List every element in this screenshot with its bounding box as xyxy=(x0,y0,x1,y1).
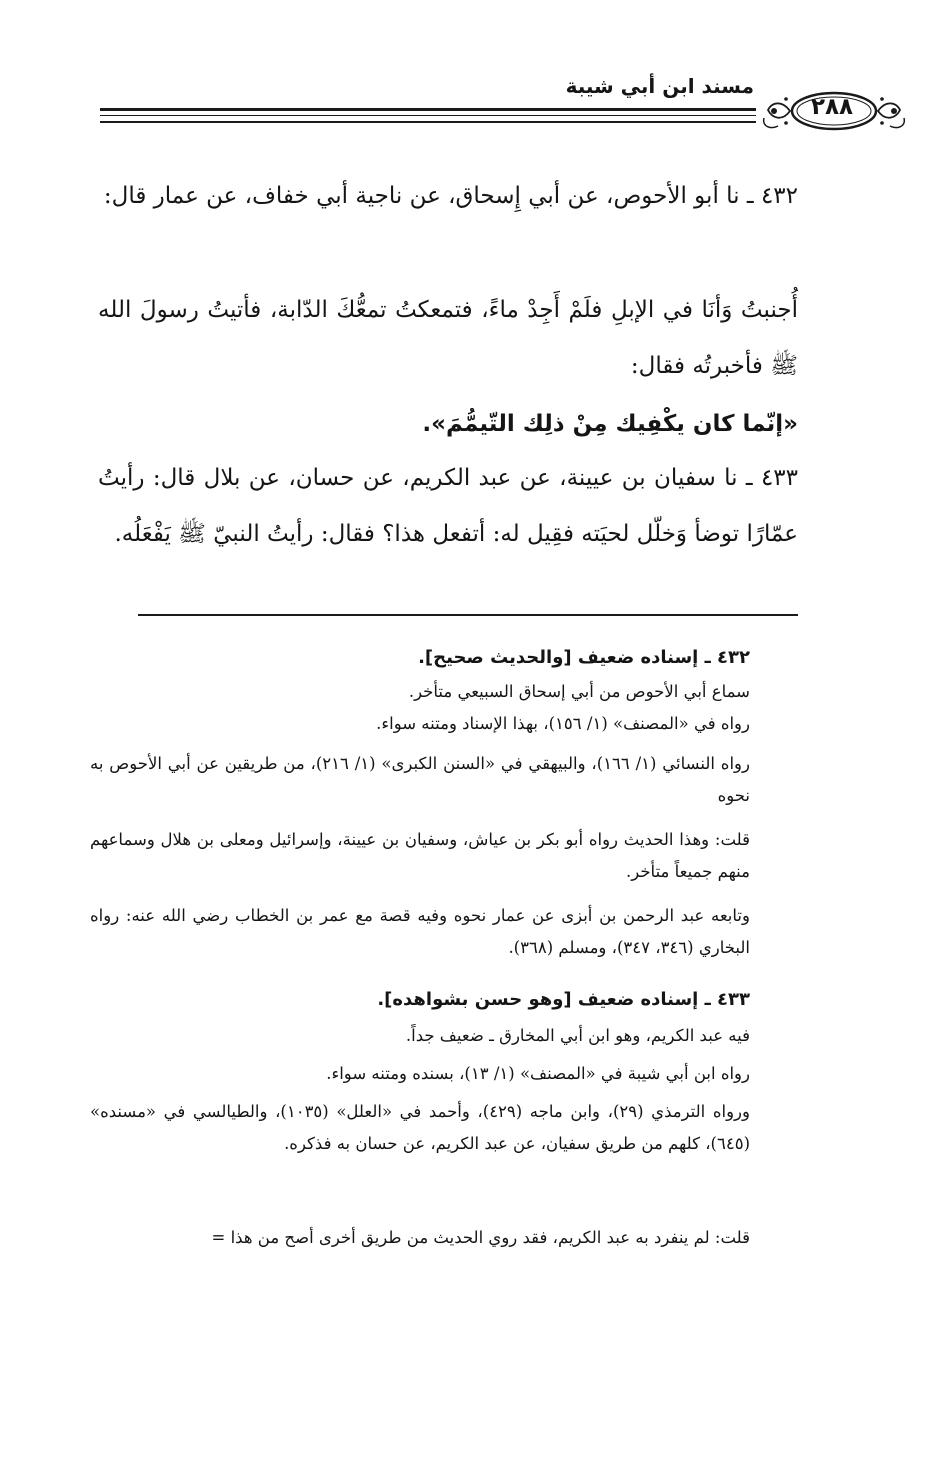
footnote-separator xyxy=(138,614,798,616)
footnote-432-line: قلت: وهذا الحديث رواه أبو بكر بن عياش، وسفيان بن عيينة، وإسرائيل ومعلى بن هلال وسماعهم منهم جميعاً متأخر. xyxy=(90,830,750,881)
footnote-433-line: ورواه الترمذي (٢٩)، وابن ماجه (٤٢٩)، وأحمد في «العلل» (١٠٣٥)، والطيالسي في «مسنده» (٦٤٥)، كلهم من طريق سفيان، عن عبد الكريم، عن حسان به فذكره. xyxy=(90,1102,750,1153)
hadith-432-narration: أُجنبتُ وَأنَا في الإبلِ فلَمْ أَجِدْ ماءً، فتمعكتُ تمعُّكَ الدّابة، فأتيتُ رسولَ الله ﷺ فأخبرتُه فقال: xyxy=(98,297,798,379)
footnote-433-heading: ٤٣٣ ـ إسناده ضعيف [وهو حسن بشواهده]. xyxy=(377,989,750,1010)
footnote-432-line: رواه النسائي (١/ ١٦٦)، والبيهقي في «السنن الكبرى» (١/ ٢١٦)، من طريقين عن أبي الأحوص به نحوه xyxy=(90,754,750,805)
running-header-title: مسند ابن أبي شيبة xyxy=(565,74,754,98)
hadith-432-text: «إنّما كان يكْفِيك مِنْ ذلِك التّيمُّمَ». xyxy=(422,411,798,437)
page-number: ٢٨٨ xyxy=(810,94,854,120)
header-rule-thin xyxy=(100,115,756,116)
footnote-432-heading: ٤٣٢ ـ إسناده ضعيف [والحديث صحيح]. xyxy=(418,647,750,668)
hadith-432-chain: ٤٣٢ ـ نا أبو الأحوص، عن أبي إِسحاق، عن ناجية أبي خفاف، عن عمار قال: xyxy=(103,183,798,209)
footnote-433-line: فيه عبد الكريم، وهو ابن أبي المخارق ـ ضعيف جداً. xyxy=(405,1026,750,1045)
header-rule-bottom xyxy=(100,121,756,123)
hadith-433-chain: ٤٣٣ ـ نا سفيان بن عيينة، عن عبد الكريم، عن حسان، عن بلال قال: رأيتُ عمّارًا توضأ وَخلّل لحيَته فقِيل له: أتفعل هذا؟ فقال: رأيتُ النبيّ ﷺ يَفْعَلُه. xyxy=(98,465,798,547)
footnote-432-line: وتابعه عبد الرحمن بن أبزى عن عمار نحوه وفيه قصة مع عمر بن الخطاب رضي الله عنه: رواه البخاري (٣٤٦، ٣٤٧)، ومسلم (٣٦٨). xyxy=(90,906,750,957)
footnote-432-line: رواه في «المصنف» (١/ ١٥٦)، بهذا الإسناد ومتنه سواء. xyxy=(376,714,750,733)
footnote-433-line: قلت: لم ينفرد به عبد الكريم، فقد روي الحديث من طريق أخرى أصح من هذا = xyxy=(211,1228,750,1247)
header-rule-thick xyxy=(100,108,756,111)
footnote-433-line: رواه ابن أبي شيبة في «المصنف» (١/ ١٣)، بسنده ومتنه سواء. xyxy=(326,1064,750,1083)
footnote-432-line: سماع أبي الأحوص من أبي إسحاق السبيعي متأخر. xyxy=(408,682,750,701)
